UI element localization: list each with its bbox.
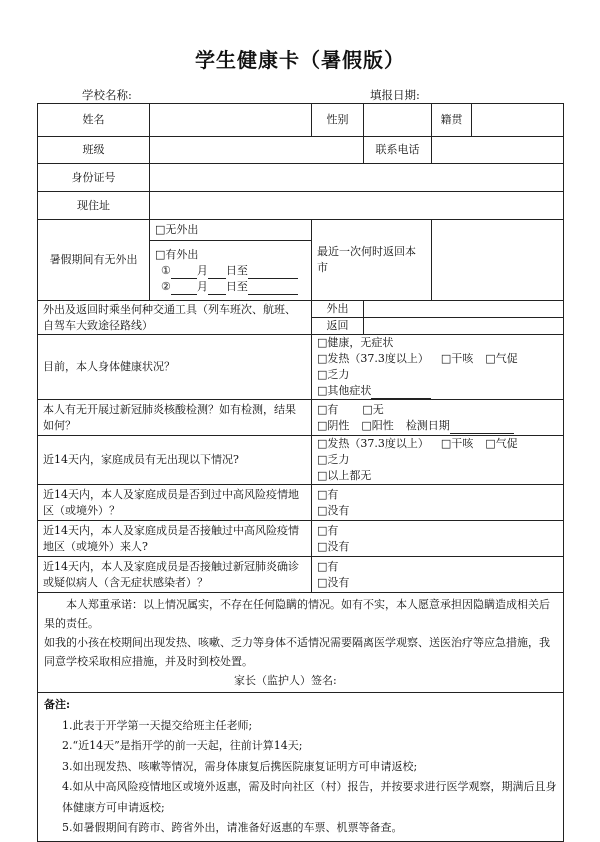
address-label: 现住址: [38, 192, 150, 220]
test-yes-checkbox[interactable]: □有: [317, 402, 339, 416]
family-breath-checkbox[interactable]: □气促: [485, 437, 518, 450]
name-field[interactable]: [150, 104, 312, 137]
risk-area-question: 近14天内，本人及家庭成员是否到过中高风险疫情地区（或境外）？: [38, 485, 312, 521]
test-no-checkbox[interactable]: □无: [362, 402, 384, 416]
risk-contact-question: 近14天内，本人及家庭成员是否接触过中高风险疫情地区（或境外）来人?: [38, 521, 312, 557]
id-label: 身份证号: [38, 164, 150, 192]
last-return-field[interactable]: [432, 220, 564, 301]
trip-1[interactable]: ① 月 日至: [155, 263, 306, 279]
family-options: [312, 436, 564, 485]
notes: [38, 693, 564, 842]
family-question: 近14天内，家庭成员有无出现以下情况?: [38, 436, 312, 485]
address-field[interactable]: [150, 192, 564, 220]
risk-area-options: [312, 485, 564, 521]
family-fever-checkbox[interactable]: □发热（37.3度以上）: [317, 437, 429, 450]
fever-checkbox[interactable]: □发热（37.3度以上）: [317, 352, 429, 365]
note-item: 5.如暑假期间有跨市、跨省外出，请准备好返惠的车票、机票等备查。: [62, 821, 403, 834]
declaration: [38, 593, 564, 693]
class-field[interactable]: [150, 137, 364, 164]
risk-contact-yes-checkbox[interactable]: □有: [317, 523, 339, 537]
test-date-field[interactable]: [450, 421, 514, 434]
family-none-checkbox[interactable]: □以上都无: [317, 469, 372, 482]
risk-area-yes-checkbox[interactable]: □有: [317, 487, 339, 501]
guardian-signature[interactable]: 家长（监护人）签名:: [234, 674, 337, 687]
risk-contact-no-checkbox[interactable]: □没有: [317, 539, 350, 553]
last-return-label: 最近一次何时返回本市: [312, 220, 432, 301]
phone-field[interactable]: [432, 137, 564, 164]
name-label: 姓名: [38, 104, 150, 137]
case-contact-options: [312, 557, 564, 593]
return-label: 返回: [312, 318, 364, 335]
page-title: 学生健康卡（暑假版）: [195, 48, 405, 72]
id-field[interactable]: [150, 164, 564, 192]
family-fatigue-checkbox[interactable]: □乏力: [317, 453, 350, 466]
school-name-label: 学校名称:: [82, 88, 132, 102]
test-options: [312, 400, 564, 436]
has-out-checkbox[interactable]: □有外出: [155, 247, 199, 261]
other-symptom-checkbox[interactable]: □其他症状: [317, 384, 372, 397]
test-question: 本人有无开展过新冠肺炎核酸检测？如有检测，结果如何？: [38, 400, 312, 436]
positive-checkbox[interactable]: □阳性: [361, 418, 394, 432]
gender-label: 性别: [312, 104, 364, 137]
case-contact-yes-checkbox[interactable]: □有: [317, 559, 339, 573]
risk-contact-options: [312, 521, 564, 557]
health-card-form: [37, 103, 564, 842]
note-item: 1.此表于开学第一天提交给班主任老师;: [62, 718, 253, 732]
test-date-label: 检测日期: [405, 418, 450, 432]
health-options: [312, 335, 564, 400]
return-transport-field[interactable]: [364, 318, 564, 335]
risk-area-no-checkbox[interactable]: □没有: [317, 503, 350, 517]
out-transport-field[interactable]: [364, 301, 564, 318]
phone-label: 联系电话: [364, 137, 432, 164]
class-label: 班级: [38, 137, 150, 164]
out-label: 外出: [312, 301, 364, 318]
trip-2[interactable]: ② 月 日至: [155, 279, 306, 295]
notes-title: 备注:: [44, 698, 71, 711]
note-item: 2.“近14天”是指开学的前一天起，往前计算14天;: [62, 739, 303, 752]
case-contact-question: 近14天内，本人及家庭成员是否接触过新冠肺炎确诊或疑似病人（含无症状感染者）？: [38, 557, 312, 593]
origin-label: 籍贯: [432, 104, 472, 137]
note-item: 4.如从中高风险疫情地区或境外返惠，需及时向社区（村）报告，并按要求进行医学观察，期满后且身体健康方可申请返校;: [62, 780, 557, 814]
negative-checkbox[interactable]: □阴性: [317, 418, 350, 432]
has-out-cell: [150, 241, 312, 301]
gender-field[interactable]: [364, 104, 432, 137]
summer-trip-label: 暑假期间有无外出: [38, 220, 150, 301]
no-out-checkbox[interactable]: □无外出: [150, 220, 312, 241]
declaration-consent: 如我的小孩在校期间出现发热、咳嗽、乏力等身体不适情况需要隔离医学观察、送医治疗等应急措施，我同意学校采取相应措施，并及时到校处置。: [44, 636, 550, 668]
fatigue-checkbox[interactable]: □乏力: [317, 368, 350, 381]
note-item: 3.如出现发热、咳嗽等情况，需身体康复后携医院康复证明方可申请返校;: [62, 759, 418, 773]
health-question: 目前，本人身体健康状况？: [38, 335, 312, 400]
family-cough-checkbox[interactable]: □干咳: [440, 437, 474, 450]
healthy-checkbox[interactable]: □健康，无症状: [317, 336, 394, 349]
fill-date-label: 填报日期:: [370, 88, 420, 102]
breath-checkbox[interactable]: □气促: [485, 352, 518, 365]
declaration-promise: 本人郑重承诺：以上情况属实，不存在任何隐瞒的情况。如有不实，本人愿意承担因隐瞒造成相关后果的责任。: [44, 598, 550, 630]
transport-question: 外出及返回时乘坐何种交通工具（列车班次、航班、自驾车大致途径路线）: [38, 301, 312, 335]
case-contact-no-checkbox[interactable]: □没有: [317, 575, 350, 589]
cough-checkbox[interactable]: □干咳: [440, 352, 474, 365]
origin-field[interactable]: [472, 104, 564, 137]
